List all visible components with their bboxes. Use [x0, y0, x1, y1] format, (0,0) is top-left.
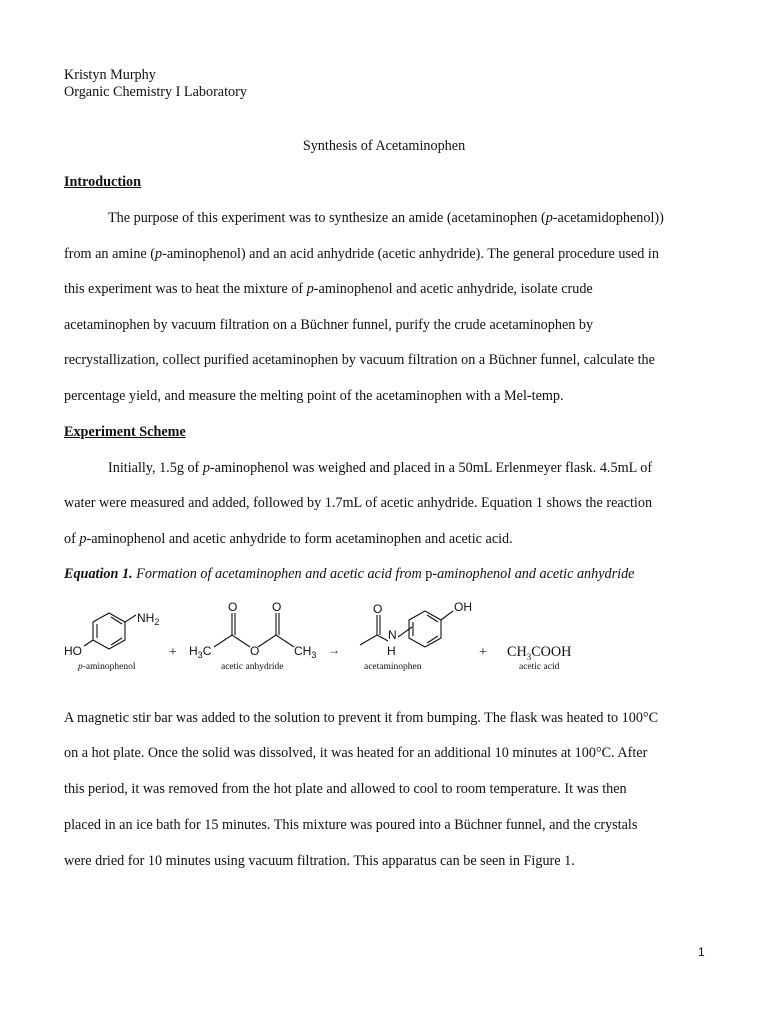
- acetaminophen-hydroxyl: OH: [454, 600, 472, 614]
- body-line-2: on a hot plate. Once the solid was dissolved, it was heated for an additional 10 minutes at 100°C. After: [64, 745, 648, 761]
- body-line-4: placed in an ice bath for 15 minutes. This mixture was poured into a Büchner funnel, and the crystals: [64, 817, 638, 833]
- body-line-3: this period, it was removed from the hot plate and allowed to cool to room temperature. It was then: [64, 781, 627, 797]
- scheme-line-3: of p-aminophenol and acetic anhydride to form acetaminophen and acetic acid.: [64, 531, 513, 547]
- page-number: 1: [698, 945, 705, 959]
- acetaminophen-structure: [360, 611, 453, 647]
- body-line-5: were dried for 10 minutes using vacuum filtration. This apparatus can be seen in Figure 1.: [64, 853, 575, 869]
- hydroxyl-group: HO: [64, 644, 82, 658]
- intro-line-2: from an amine (p-aminophenol) and an acid anhydride (acetic anhydride). The general procedure used in: [64, 246, 659, 262]
- scheme-heading: Experiment Scheme: [64, 424, 186, 440]
- label-acetic-acid: acetic acid: [519, 662, 560, 672]
- intro-line-1: The purpose of this experiment was to synthesize an amide (acetaminophen (p-acetamidophenol)): [108, 210, 664, 226]
- acetaminophen-nitrogen: N: [388, 628, 397, 642]
- body-line-1: A magnetic stir bar was added to the solution to prevent it from bumping. The flask was heated to 100°C: [64, 710, 659, 726]
- amine-group: $NH_2$: [137, 611, 160, 627]
- acetic-acid-formula: $CH_3COOH$: [507, 644, 572, 662]
- intro-line-6: percentage yield, and measure the melting point of the acetaminophen with a Mel-temp.: [64, 388, 564, 404]
- anhydride-oxygen-2: O: [272, 600, 282, 614]
- plus-sign-1: +: [169, 645, 177, 660]
- intro-line-5: recrystallization, collect purified acetaminophen by vacuum filtration on a Büchner funnel, calculate the: [64, 352, 655, 368]
- plus-sign-2: +: [479, 645, 487, 660]
- label-acetaminophen: acetaminophen: [364, 662, 422, 672]
- anhydride-methyl-2: $CH_3$: [294, 644, 317, 660]
- intro-line-3: this experiment was to heat the mixture of p-aminophenol and acetic anhydride, isolate crude: [64, 281, 593, 297]
- introduction-heading: Introduction: [64, 174, 141, 190]
- anhydride-oxygen-1: O: [228, 600, 238, 614]
- equation-caption: Equation 1. Formation of acetaminophen and acetic acid from p-aminophenol and acetic anhydride: [64, 566, 635, 582]
- intro-line-4: acetaminophen by vacuum filtration on a Büchner funnel, purify the crude acetaminophen by: [64, 317, 594, 333]
- anhydride-structure: [214, 613, 294, 647]
- course-name: Organic Chemistry I Laboratory: [64, 84, 247, 100]
- author-name: Kristyn Murphy: [64, 67, 156, 83]
- scheme-line-1: Initially, 1.5g of p-aminophenol was weighed and placed in a 50mL Erlenmeyer flask. 4.5mL of: [108, 460, 653, 476]
- label-aminophenol: p-aminophenol: [78, 662, 136, 672]
- aminophenol-structure: [84, 613, 136, 649]
- acetaminophen-oxygen: O: [373, 602, 383, 616]
- anhydride-bridge-oxygen: O: [250, 644, 260, 658]
- anhydride-methyl-1: $H_3C$: [189, 644, 212, 660]
- scheme-line-2: water were measured and added, followed by 1.7mL of acetic anhydride. Equation 1 shows the reaction: [64, 495, 653, 511]
- page-title: Synthesis of Acetaminophen: [302, 138, 466, 154]
- label-anhydride: acetic anhydride: [221, 662, 284, 672]
- acetaminophen-hydrogen: H: [387, 644, 396, 658]
- reaction-arrow: →: [328, 643, 340, 657]
